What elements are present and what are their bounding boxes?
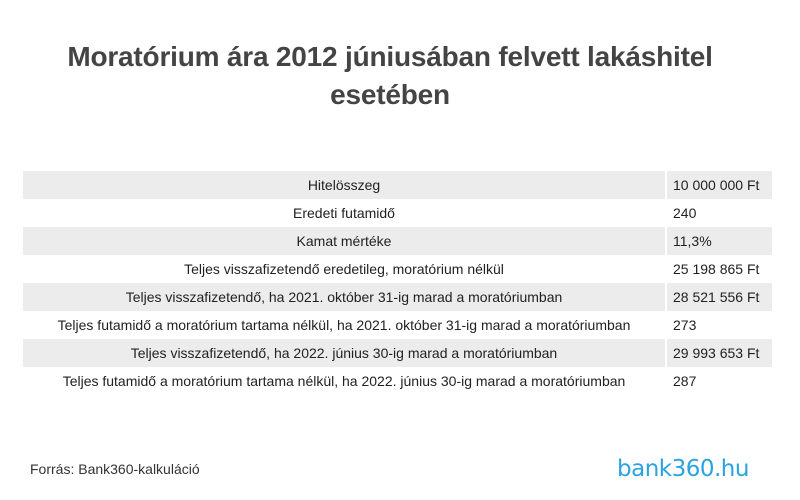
row-value: 273 (673, 317, 697, 333)
table-row (23, 311, 772, 339)
row-label: Teljes visszafizetendő eredetileg, moratórium nélkül (184, 261, 504, 277)
row-value: 29 993 653 Ft (667, 339, 772, 367)
table-row (23, 227, 772, 255)
table-row (23, 255, 772, 283)
table-row (23, 283, 772, 311)
row-value: 25 198 865 Ft (673, 261, 760, 277)
row-value: 10 000 000 Ft (667, 171, 772, 199)
row-value: 11,3% (667, 227, 772, 255)
row-label: Teljes futamidő a moratórium tartama nélkül, ha 2021. október 31-ig marad a moratóriumban (57, 317, 631, 333)
page-title: Moratórium ára 2012 júniusában felvett lakáshitel esetében (67, 41, 713, 110)
table-row (23, 199, 772, 227)
row-label: Kamat mértéke (23, 227, 665, 255)
row-value: 240 (673, 205, 697, 221)
row-value: 28 521 556 Ft (667, 283, 772, 311)
row-label: Hitelösszeg (23, 171, 665, 199)
source-note: Forrás: Bank360-kalkuláció (30, 461, 200, 477)
row-value: 287 (673, 373, 697, 389)
table-row (23, 171, 772, 199)
row-label: Teljes visszafizetendő, ha 2022. június 30-ig marad a moratóriumban (23, 339, 665, 367)
row-label: Teljes futamidő a moratórium tartama nélkül, ha 2022. június 30-ig marad a moratóriumban (62, 373, 626, 389)
data-table (23, 171, 772, 395)
table-row (23, 367, 772, 395)
row-label: Eredeti futamidő (293, 205, 395, 221)
table-row (23, 339, 772, 367)
row-label: Teljes visszafizetendő, ha 2021. október 31-ig marad a moratóriumban (23, 283, 665, 311)
bank360-logo[interactable]: bank360.hu (617, 456, 749, 482)
